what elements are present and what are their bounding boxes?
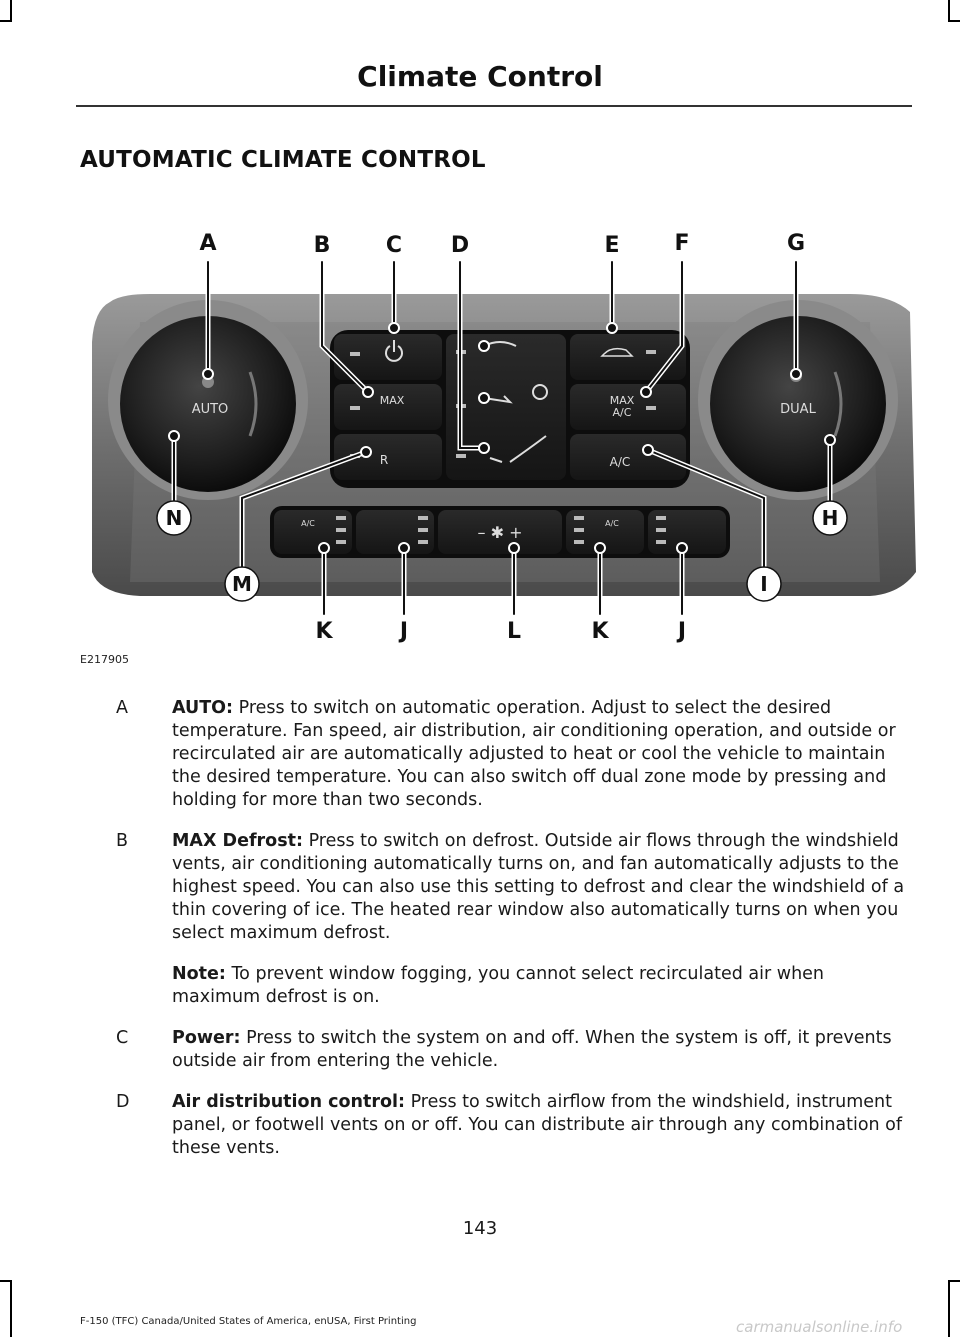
callout-k-right: K	[591, 619, 609, 644]
item-term: Power:	[172, 1028, 241, 1048]
page-number: 143	[462, 1218, 498, 1239]
auto-label: AUTO	[191, 402, 229, 417]
item-key: C	[116, 1028, 129, 1048]
svg-text:R: R	[379, 453, 389, 467]
crop-mark	[0, 20, 12, 22]
list-item	[80, 1091, 910, 1160]
item-term: Air distribution control:	[172, 1092, 405, 1112]
crop-mark	[10, 1280, 12, 1337]
figure-id: E217905	[80, 653, 129, 666]
svg-text:MAX: MAX	[379, 394, 405, 407]
climate-control-figure	[80, 222, 920, 672]
callout-c: C	[385, 233, 403, 258]
callout-j-right: J	[677, 619, 687, 644]
svg-text:– ✱ +: – ✱ +	[477, 523, 523, 542]
item-body	[172, 697, 910, 812]
note-term: Note:	[172, 964, 226, 984]
header-rule	[76, 105, 912, 107]
svg-text:A/C: A/C	[612, 406, 632, 419]
item-text: Press to switch on defrost. Outside air flows through the windshield vents, air conditioning automatically turns on, and fan automatically adjusts to the highest speed. You can also use this setting to defrost and clear the windshield of a thin covering of ice. The heated rear window also automatically turns on when you select maximum defrost.	[172, 831, 905, 943]
item-key: A	[116, 698, 128, 718]
callout-d: D	[450, 233, 470, 258]
svg-text:A/C: A/C	[605, 519, 619, 528]
item-term: AUTO:	[172, 698, 234, 718]
crop-mark	[0, 1280, 12, 1282]
callout-l: L	[506, 619, 522, 644]
svg-text:MAX: MAX	[609, 394, 635, 407]
callout-g: G	[786, 231, 806, 256]
item-key: D	[116, 1092, 130, 1112]
note	[172, 963, 910, 1009]
callout-h: H	[821, 506, 839, 530]
item-body	[172, 1091, 910, 1160]
item-text: Press to switch airflow from the windshield, instrument panel, or footwell vents on or off. You can distribute air through any combination of these vents.	[172, 1092, 903, 1158]
footer-text: F-150 (TFC) Canada/United States of America, enUSA, First Printing	[80, 1316, 417, 1327]
svg-text:A/C: A/C	[301, 519, 315, 528]
climate-panel-illustration	[80, 222, 920, 652]
crop-mark	[948, 20, 960, 22]
description-list	[80, 697, 910, 1178]
crop-mark	[948, 0, 950, 22]
note-text: To prevent window fogging, you cannot select recirculated air when maximum defrost is on.	[172, 964, 825, 1007]
chapter-title: Climate Control	[357, 60, 603, 93]
crop-mark	[948, 1280, 950, 1337]
item-term: MAX Defrost:	[172, 831, 303, 851]
section-heading: AUTOMATIC CLIMATE CONTROL	[80, 147, 486, 173]
item-text: Press to switch the system on and off. When the system is off, it prevents outside air from entering the vehicle.	[172, 1028, 892, 1071]
callout-b: B	[313, 233, 331, 258]
list-item	[80, 697, 910, 812]
item-body	[172, 1027, 910, 1073]
callout-m: M	[232, 572, 252, 596]
callout-a: A	[199, 231, 217, 256]
callout-j-left: J	[399, 619, 409, 644]
svg-text:A/C: A/C	[609, 455, 631, 469]
list-item	[80, 1027, 910, 1073]
watermark: carmanualsonline.info	[736, 1318, 903, 1336]
dual-label: DUAL	[780, 402, 816, 417]
callout-k-left: K	[315, 619, 333, 644]
callout-f: F	[674, 231, 690, 256]
crop-mark	[948, 1280, 960, 1282]
callout-i: I	[760, 572, 768, 596]
item-key: B	[116, 831, 129, 851]
item-text: Press to switch on automatic operation. Adjust to select the desired temperature. Fan speed, air distribution, air conditioning operation, and outside or recirculated air are automatically adjusted to heat or cool the vehicle to maintain the desired temperature. You can also switch off dual zone mode by pressing and holding for more than two seconds.	[172, 698, 896, 810]
item-body	[172, 830, 910, 945]
callout-e: E	[604, 233, 620, 258]
list-item	[80, 830, 910, 945]
crop-mark	[10, 0, 12, 22]
callout-n: N	[165, 506, 183, 530]
